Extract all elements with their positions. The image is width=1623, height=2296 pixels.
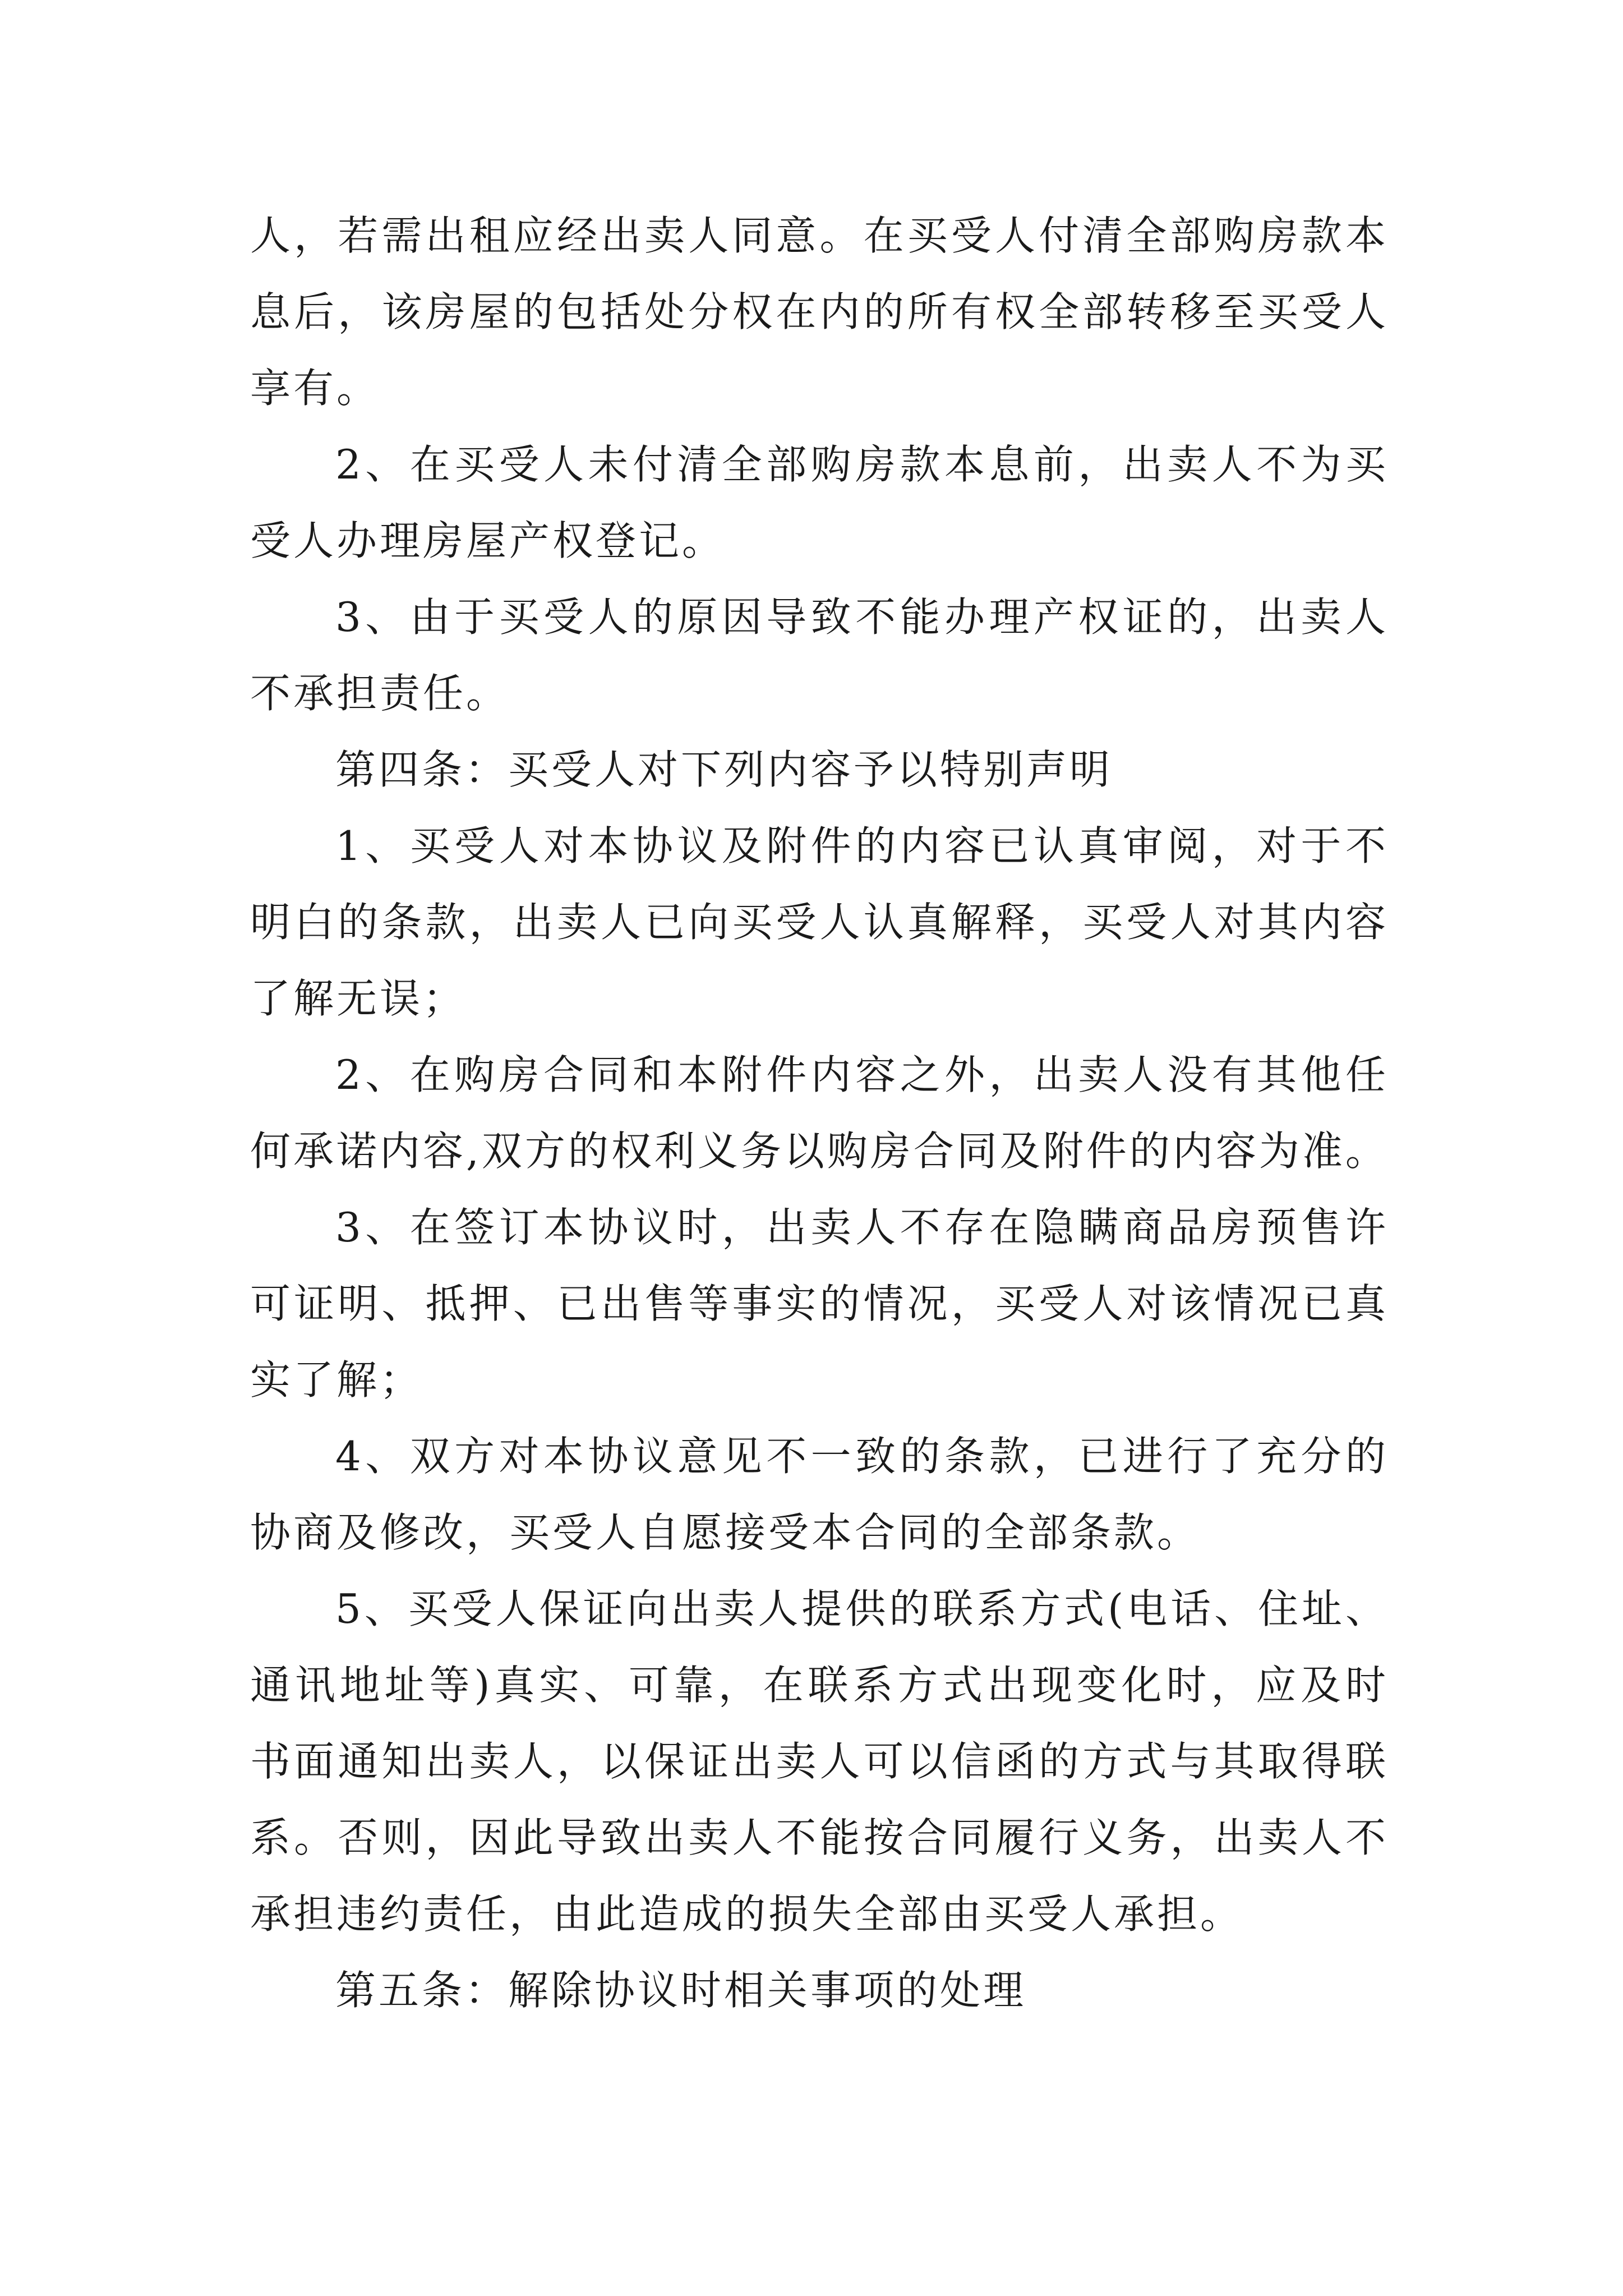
paragraph-article-4-item-1: 1、买受人对本协议及附件的内容已认真审阅，对于不明白的条款，出卖人已向买受人认真解释，买受人对其内容了解无误； (250, 822, 1389, 1022)
paragraph-clause-3: 3、由于买受人的原因导致不能办理产权证的，出卖人不承担责任。 (250, 593, 1389, 717)
article-4-heading: 第四条：买受人对下列内容予以特别声明 (335, 746, 1113, 793)
paragraph-article-4-item-5: 5、买受人保证向出卖人提供的联系方式(电话、住址、通讯地址等)真实、可靠，在联系方式出现变化时，应及时书面通知出卖人，以保证出卖人可以信函的方式与其取得联系。否则，因此导致出卖人不能按合同履行义务，出卖人不承担违约责任，由此造成的损失全部由买受人承担。 (250, 1585, 1389, 1938)
paragraph-article-4-item-2: 2、在购房合同和本附件内容之外，出卖人没有其他任何承诺内容,双方的权利义务以购房合同及附件的内容为准。 (250, 1051, 1389, 1175)
paragraph-article-4-item-3: 3、在签订本协议时，出卖人不存在隐瞒商品房预售许可证明、抵押、已出售等事实的情况，买受人对该情况已真实了解； (250, 1204, 1389, 1404)
article-5-heading: 第五条：解除协议时相关事项的处理 (335, 1967, 1027, 2014)
paragraph-clause-2: 2、在买受人未付清全部购房款本息前，出卖人不为买受人办理房屋产权登记。 (250, 441, 1389, 564)
paragraph-continuation: 人，若需出租应经出卖人同意。在买受人付清全部购房款本息后，该房屋的包括处分权在内的所有权全部转移至买受人享有。 (250, 212, 1389, 412)
document-body (250, 197, 1389, 2028)
paragraph-article-4-item-4: 4、双方对本协议意见不一致的条款，已进行了充分的协商及修改，买受人自愿接受本合同的全部条款。 (250, 1433, 1389, 1556)
